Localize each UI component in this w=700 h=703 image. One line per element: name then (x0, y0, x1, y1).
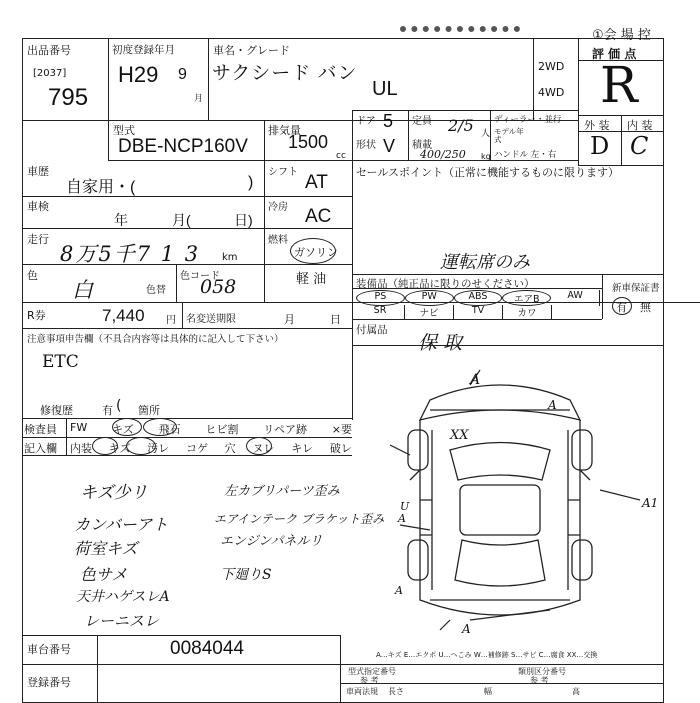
drive-4wd: 4WD (538, 86, 565, 99)
car-diagram (370, 360, 670, 650)
warranty-label: 新車保証書 (612, 283, 660, 294)
hw-left-6: レーニスレ (84, 612, 160, 630)
registration-month: 9 (178, 66, 187, 83)
hw-right-4: 下廻りS (220, 567, 272, 583)
lot-number: 795 (48, 84, 89, 111)
inspection-label: 車検 (27, 200, 49, 213)
divider (22, 635, 340, 636)
repair-place: 箇所 (138, 404, 160, 417)
load-value: 400/250 (420, 148, 466, 161)
inspector-item-row1-4: リペア跡 (263, 423, 307, 436)
divider (352, 274, 664, 275)
shift-value: AT (305, 172, 328, 193)
handle-label: ハンドル 左・右 (494, 150, 557, 160)
diagram-mark-4: U (400, 500, 410, 513)
rating-exterior-label: 外 装 (584, 119, 610, 132)
hw-left-5: 天井ハゲスレA (76, 589, 170, 605)
mileage-label: 走行 (27, 233, 49, 246)
capacity-label: 定員 (412, 116, 432, 127)
color-code-value: 058 (200, 276, 237, 298)
hw-right-2: エアインテーク ブラケット歪み (214, 512, 385, 526)
dealer-label: ディーラー・並行 (494, 115, 562, 125)
door-value: 5 (383, 111, 394, 131)
car-grade: UL (372, 78, 398, 100)
shift-label: シフト (268, 167, 298, 178)
inspector-item-row1-1: キズ (112, 423, 134, 436)
diagram-mark-1: A (470, 372, 481, 388)
inspector-item-row2-5: ヌレ (252, 442, 275, 455)
inspector-item-row2-3: コゲ (186, 442, 209, 455)
rating-exterior: D (590, 132, 610, 160)
repair-paren: ( (116, 398, 122, 414)
ac-value: AC (305, 206, 332, 227)
fuel-label: 燃料 (268, 235, 288, 246)
equipment-row1 (356, 290, 600, 306)
capacity-value: 2/5 (448, 116, 474, 135)
diagram-mark-2: A (548, 398, 557, 412)
mark-circle (143, 418, 177, 436)
notes-label: 注意事項申告欄（不具合内容等は具体的に記入して下さい） (27, 334, 284, 345)
diagram-mark-6: A1 (642, 496, 659, 510)
divider (352, 288, 602, 289)
divider (22, 328, 352, 329)
equipment-item-2-3: カワ (503, 305, 552, 319)
divider (264, 120, 265, 160)
inspector-item-row2-2: 汚レ (147, 442, 170, 455)
displacement-label: 排気量 (268, 124, 301, 137)
color-value: 白 (72, 278, 93, 302)
drive-2wd: 2WD (538, 60, 565, 73)
door-label: ドア (356, 116, 376, 127)
divider (352, 319, 602, 320)
inspector-item-row2-4: 穴 (224, 442, 236, 455)
load-unit: kg (481, 152, 491, 161)
hw-right-3: エンジンパネルリ (220, 534, 323, 549)
divider (22, 664, 664, 665)
equipment-item-0: PS (356, 290, 405, 306)
color-label: 色 (27, 269, 38, 282)
mark-circle (246, 437, 272, 455)
chassis-label: 車台番号 (27, 643, 71, 656)
mileage-unit: km (222, 252, 238, 263)
divider (66, 418, 67, 455)
divider (340, 635, 341, 703)
recycle-label: R券 (27, 309, 46, 322)
usage-label: 車歴 (27, 165, 49, 178)
reg-number-label: 登録番号 (27, 676, 71, 689)
category-ref-label: 参 考 (530, 676, 549, 685)
diagram-mark-8: A (462, 622, 471, 636)
inspection-day: 日) (234, 212, 253, 228)
equipment-item-2-0: SR (356, 305, 405, 319)
repair-yes: 有 (102, 404, 113, 417)
hw-right-1: 左カブリパーツ歪み (224, 484, 340, 499)
type-ref-label: 参 考 (360, 676, 379, 685)
selling-points-label: セールスポイント（正常に機能するものに限ります） (356, 166, 620, 179)
divider (621, 115, 622, 165)
equipment-item-2-2: TV (454, 305, 503, 319)
inspector-item-row2-7: 破レ (329, 442, 352, 455)
load-label: 積載 (412, 140, 432, 151)
divider (108, 38, 109, 160)
rating-label: 評 価 点 (592, 47, 637, 61)
inspector-item-row2-0: 内装 (70, 442, 92, 455)
mark-circle (126, 437, 156, 455)
divider (352, 160, 353, 420)
mark-circle (92, 437, 118, 455)
fuel-diesel: 軽 油 (296, 272, 327, 287)
shape-value: V (383, 136, 396, 156)
height-label: 高 (572, 687, 580, 696)
rating-score: R (600, 56, 638, 114)
divider (208, 38, 209, 120)
registration-label: 初度登録年月 (112, 44, 175, 56)
divider (264, 160, 265, 302)
mark-circle (112, 418, 142, 436)
included-label: 付属品 (356, 324, 388, 336)
width-label: 幅 (484, 687, 492, 696)
vehicle-law-label: 車両法規 (346, 687, 378, 696)
diagram-mark-3: XX (450, 428, 469, 443)
inspector-item-row2-6: キレ (291, 442, 314, 455)
divider (408, 110, 409, 160)
divider (97, 635, 98, 703)
divider (352, 110, 353, 160)
hw-left-4: 色サメ (80, 565, 128, 584)
car-name: サクシード バン (212, 63, 358, 84)
inspector-item-row2-1: キズ (108, 442, 131, 455)
registration-year: H29 (118, 62, 159, 87)
model-year-label: モデル年式 (494, 127, 524, 144)
divider (22, 418, 352, 419)
inspector-item-row1-5: ×要 (331, 423, 352, 436)
category-number-label: 類別区分番号 (518, 667, 566, 676)
usage-close: ) (248, 174, 254, 191)
registration-month-unit: 月 (194, 94, 204, 104)
equipment-item-2-1: ナビ (405, 305, 454, 319)
car-label: 車名・グレード (213, 44, 290, 57)
diagram-mark-5: A (398, 512, 406, 525)
inspector-item-row1-0: FW (70, 421, 88, 434)
capacity-unit: 人 (481, 129, 491, 139)
diagram-legend: A…キズ E…エクボ U…へこみ W…補修跡 S…サビ C…腐食 XX…交換 (376, 651, 598, 659)
chassis-value: 0084044 (170, 638, 244, 659)
divider (602, 274, 603, 319)
inspection-month: 月( (172, 212, 191, 228)
length-label: 長さ (388, 687, 404, 696)
displacement-value: 1500 (288, 132, 329, 152)
inspector-label: 検査員 (24, 423, 57, 436)
model-label: 型式 (113, 124, 135, 137)
divider (176, 264, 177, 302)
divider (578, 38, 579, 166)
inspector-item-row1-2: 飛石 (158, 423, 181, 436)
color-interior-label: 色替 (146, 285, 166, 296)
hw-left-2: カンバーアト (74, 515, 169, 534)
divider (533, 38, 534, 120)
divider (340, 683, 664, 684)
equipment-label: 装備品（純正品に限りのせください） (356, 278, 535, 290)
rating-interior: C (630, 132, 649, 160)
selling-points-handwritten: 運転席のみ (440, 252, 530, 273)
type-number-label: 型式指定番号 (348, 667, 396, 676)
equipment-item-4: AW (551, 290, 600, 306)
recycle-deadline-label: 名変送期限 (186, 314, 236, 325)
warranty-yes: 有 (616, 301, 627, 314)
displacement-unit: cc (336, 151, 346, 161)
ac-label: 冷房 (268, 202, 288, 213)
hw-left-3: 荷室キズ (74, 539, 138, 558)
lot-label: 出品番号 (27, 44, 71, 57)
warranty-no: 無 (640, 301, 651, 314)
header-partial-text (400, 26, 520, 40)
inspector-item-row1-3: ヒビ割 (205, 423, 239, 436)
divider (182, 302, 183, 328)
equipment-item-2: ABS (454, 290, 503, 306)
shape-label: 形状 (356, 140, 376, 151)
entry-label: 記入欄 (24, 442, 57, 455)
divider (22, 437, 352, 438)
model-value: DBE-NCP160V (118, 136, 248, 157)
recycle-unit: 円 (166, 315, 176, 326)
rating-interior-label: 内 装 (627, 119, 653, 132)
notes-value: ETC (42, 352, 79, 372)
mileage-value: 8万5千7 1 3 (60, 242, 201, 266)
diagram-mark-7: A (395, 584, 403, 597)
equipment-row2 (356, 305, 552, 319)
color-code-label: 色コード (180, 271, 220, 282)
recycle-value: 7,440 (102, 306, 145, 325)
fuel-gasoline: ガソリン (294, 246, 338, 259)
equipment-item-1: PW (405, 290, 454, 306)
hw-left-1: キズ少リ (80, 483, 148, 503)
recycle-month: 月 (284, 313, 295, 326)
divider (352, 345, 664, 346)
equipment-item-3: エアB (502, 290, 551, 306)
inspection-year: 年 (114, 212, 128, 228)
lot-code: [2037] (33, 68, 67, 79)
header-top-right: ①会 場 控 (592, 28, 651, 43)
repair-label: 修復歴 (40, 404, 73, 417)
usage-value: 自家用・( (66, 179, 136, 196)
included-value: 保 取 (418, 332, 463, 354)
recycle-day: 日 (330, 313, 341, 326)
